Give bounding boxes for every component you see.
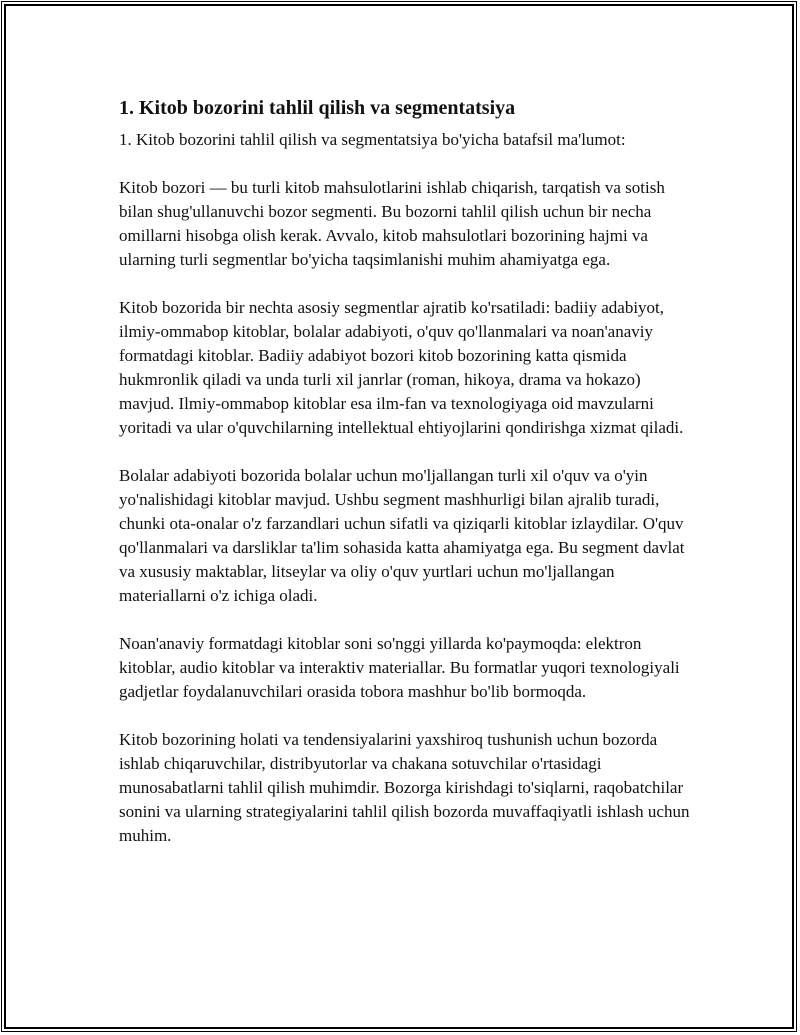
document-body xyxy=(119,96,699,872)
document-title: 1. Kitob bozorini tahlil qilish va segmentatsiya xyxy=(119,97,516,119)
paragraph-segments: Kitob bozorida bir nechta asosiy segmentlar ajratib ko'rsatiladi: badiiy adabiyot, ilmiy-ommabop kitoblar, bolalar adabiyoti, o'quv qo'llanmalari va noan'anaviy formatdagi kitoblar. Badiiy adabiyot bozori kitob bozorining katta qismida hukmronlik qiladi va unda turli xil janrlar (roman, hikoya, drama va hokazo) mavjud. Ilmiy-ommabop kitoblar esa ilm-fan va texnologiyaga oid mavzularni yoritadi va ular o'quvchilarning intellektual ehtiyojlarini qondirishga xizmat qiladi. xyxy=(119,298,684,437)
paragraph-market-trends: Kitob bozorining holati va tendensiyalarini yaxshiroq tushunish uchun bozorda ishlab chiqaruvchilar, distribyutorlar va chakana sotuvchilar o'rtasidagi munosabatlarni tahlil qilish muhimdir. Bozorga kirishdagi to'siqlarni, raqobatchilar sonini va ularning strategiyalarini tahlil qilish bozorda muvaffaqiyatli ishlash uchun muhim. xyxy=(119,730,690,845)
document-intro: 1. Kitob bozorini tahlil qilish va segmentatsiya bo'yicha batafsil ma'lumot: xyxy=(119,130,626,149)
page-frame xyxy=(4,4,794,1029)
paragraph-children-literature: Bolalar adabiyoti bozorida bolalar uchun mo'ljallangan turli xil o'quv va o'yin yo'nalishidagi kitoblar mavjud. Ushbu segment mashhurligi bilan ajralib turadi, chunki ota-onalar o'z farzandlari uchun sifatli va qiziqarli kitoblar izlaydilar. O'quv qo'llanmalari va darsliklar ta'lim sohasida katta ahamiyatga ega. Bu segment davlat va xususiy maktablar, litseylar va oliy o'quv yurtlari uchun mo'ljallangan materiallarni o'z ichiga oladi. xyxy=(119,466,685,605)
paragraph-book-market: Kitob bozori — bu turli kitob mahsulotlarini ishlab chiqarish, tarqatish va sotish bilan shug'ullanuvchi bozor segmenti. Bu bozorni tahlil qilish uchun bir necha omillarni hisobga olish kerak. Avvalo, kitob mahsulotlari bozorining hajmi va ularning turli segmentlar bo'yicha taqsimlanishi muhim ahamiyatga ega. xyxy=(119,178,665,269)
paragraph-non-traditional-formats: Noan'anaviy formatdagi kitoblar soni so'nggi yillarda ko'paymoqda: elektron kitoblar, audio kitoblar va interaktiv materiallar. Bu formatlar yuqori texnologiyali gadjetlar foydalanuvchilari orasida tobora mashhur bo'lib bormoqda. xyxy=(119,634,680,701)
